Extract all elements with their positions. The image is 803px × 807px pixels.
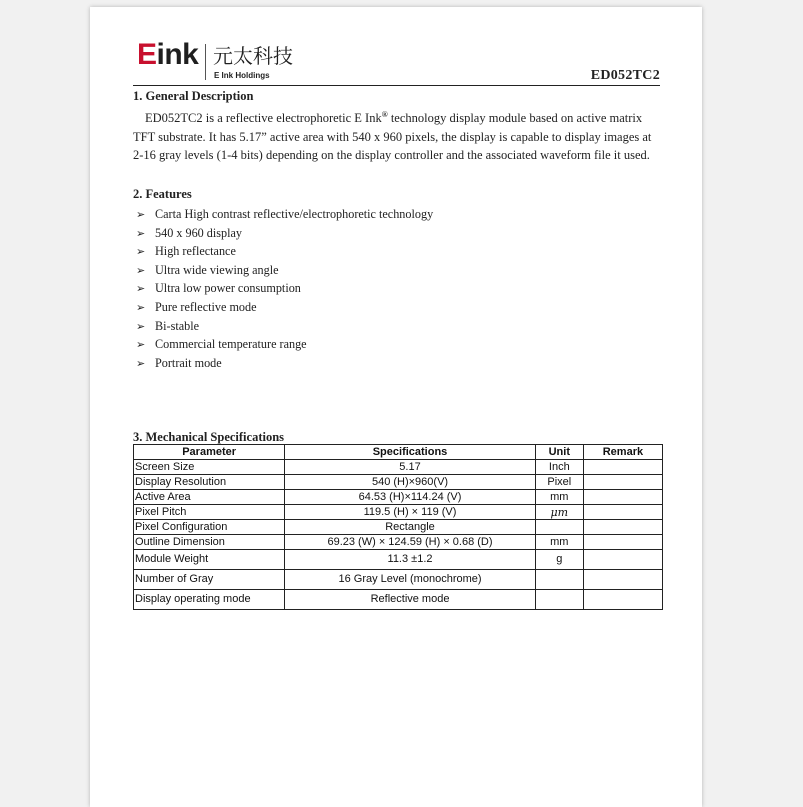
cell-remark: [583, 535, 662, 550]
cell-unit: [535, 590, 583, 610]
header-remark: Remark: [583, 445, 662, 460]
cell-spec: 119.5 (H) × 119 (V): [285, 505, 535, 520]
cell-remark: [583, 570, 662, 590]
list-item: ➢ Bi-stable: [136, 317, 433, 336]
table-row: [134, 505, 663, 520]
cell-unit: [535, 520, 583, 535]
cell-remark: [583, 590, 662, 610]
cell-unit: g: [535, 550, 583, 570]
table-row: [134, 535, 663, 550]
mechanical-specs-table: [133, 444, 663, 610]
table-row: [134, 490, 663, 505]
list-item: ➢ 540 x 960 display: [136, 224, 433, 243]
table-header-row: [134, 445, 663, 460]
header-divider: [133, 85, 660, 86]
cell-parameter: Pixel Configuration: [134, 520, 285, 535]
cell-spec: Rectangle: [285, 520, 535, 535]
cell-spec: 11.3 ±1.2: [285, 550, 535, 570]
features-list: [136, 205, 433, 372]
arrow-bullet-icon: ➢: [136, 356, 146, 370]
cell-unit: mm: [535, 535, 583, 550]
cell-remark: [583, 475, 662, 490]
cell-spec: 5.17: [285, 460, 535, 475]
list-item: ➢ Commercial temperature range: [136, 335, 433, 354]
features-heading: 2. Features: [133, 187, 192, 201]
cell-unit: Pixel: [535, 475, 583, 490]
arrow-bullet-icon: ➢: [136, 300, 146, 314]
arrow-bullet-icon: ➢: [136, 338, 146, 352]
cell-unit: mm: [535, 490, 583, 505]
mechanical-specs-heading: 3. Mechanical Specifications: [133, 430, 285, 444]
header-unit: Unit: [535, 445, 583, 460]
cell-unit: μm: [535, 505, 583, 520]
header-specifications: Specifications: [285, 445, 535, 460]
cell-parameter: Pixel Pitch: [134, 505, 285, 520]
cell-spec: 540 (H)×960(V): [285, 475, 535, 490]
table-row: [134, 550, 663, 570]
general-description-text: [133, 106, 663, 165]
cell-parameter: Number of Gray: [134, 570, 285, 590]
list-item: ➢ Carta High contrast reflective/electrophoretic technology: [136, 205, 433, 224]
cell-unit: [535, 570, 583, 590]
list-item: ➢ Ultra low power consumption: [136, 279, 433, 298]
list-item: ➢ Portrait mode: [136, 354, 433, 373]
cell-remark: [583, 490, 662, 505]
cell-remark: [583, 460, 662, 475]
arrow-bullet-icon: ➢: [136, 208, 146, 221]
cell-spec: 16 Gray Level (monochrome): [285, 570, 535, 590]
arrow-bullet-icon: ➢: [136, 282, 146, 296]
logo-chinese-name: 元太科技: [213, 44, 293, 68]
cell-remark: [583, 520, 662, 535]
logo-subtitle: E Ink Holdings: [214, 71, 270, 80]
cell-parameter: Display Resolution: [134, 475, 285, 490]
cell-parameter: Outline Dimension: [134, 535, 285, 550]
cell-remark: [583, 550, 662, 570]
arrow-bullet-icon: ➢: [136, 245, 146, 259]
cell-parameter: Display operating mode: [134, 590, 285, 610]
table-row: [134, 590, 663, 610]
general-line-1: ED052TC2 is a reflective electrophoretic E Ink® technology display module based on active matrix: [145, 110, 643, 126]
header-parameter: Parameter: [134, 445, 285, 460]
cell-remark: [583, 505, 662, 520]
arrow-bullet-icon: ➢: [136, 226, 146, 240]
general-line-3: 2-16 gray levels (1-4 bits) depending on the display controller and the associated waveform file it used.: [133, 148, 650, 163]
cell-spec: 64.53 (H)×114.24 (V): [285, 490, 535, 505]
general-line-2: TFT substrate. It has 5.17” active area with 540 x 960 pixels, the display is capable to display images at: [133, 129, 652, 144]
general-description-heading: 1. General Description: [133, 89, 254, 103]
cell-spec: Reflective mode: [285, 590, 535, 610]
list-item: ➢ High reflectance: [136, 242, 433, 261]
cell-spec: 69.23 (W) × 124.59 (H) × 0.68 (D): [285, 535, 535, 550]
list-item: ➢ Pure reflective mode: [136, 298, 433, 317]
arrow-bullet-icon: ➢: [136, 263, 146, 277]
eink-logo: [137, 40, 337, 88]
model-number: ED052TC2: [590, 68, 660, 83]
table-row: [134, 570, 663, 590]
arrow-bullet-icon: ➢: [136, 319, 146, 333]
logo-wordmark: Eink: [137, 38, 199, 71]
table-row: [134, 460, 663, 475]
table-row: [134, 475, 663, 490]
cell-parameter: Active Area: [134, 490, 285, 505]
cell-parameter: Module Weight: [134, 550, 285, 570]
document-page: [90, 7, 702, 807]
cell-parameter: Screen Size: [134, 460, 285, 475]
logo-divider: [205, 44, 206, 80]
list-item: ➢ Ultra wide viewing angle: [136, 261, 433, 280]
cell-unit: Inch: [535, 460, 583, 475]
table-row: [134, 520, 663, 535]
